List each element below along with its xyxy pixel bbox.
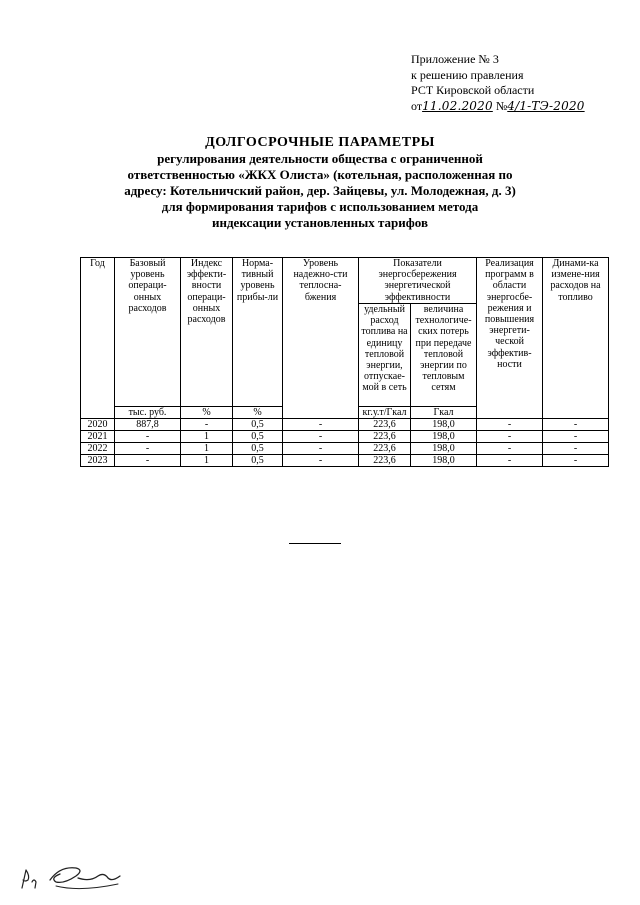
- unit-year: [81, 407, 115, 419]
- cell-fuel: 223,6: [359, 443, 411, 455]
- table-row: [81, 419, 609, 431]
- document-title: ДОЛГОСРОЧНЫЕ ПАРАМЕТРЫ: [205, 135, 435, 150]
- cell-base: 887,8: [115, 419, 181, 431]
- heading-line-3: адресу: Котельничский район, дер. Зайцевы, ул. Молодежная, д. 3): [124, 183, 516, 198]
- cell-reliability: -: [283, 455, 359, 467]
- header-reliability: Уровень надежно-сти теплосна-бжения: [283, 258, 359, 407]
- cell-losses: 198,0: [411, 419, 477, 431]
- attachment-block: [411, 52, 585, 114]
- decision-date: 11.02.2020: [422, 98, 493, 113]
- cell-profit: 0,5: [233, 455, 283, 467]
- header-index: Индекс эффекти-вности операци-онных расходов: [181, 258, 233, 407]
- unit-base: тыс. руб.: [115, 407, 181, 419]
- attachment-line-1: Приложение № 3: [411, 52, 499, 66]
- unit-losses: Гкал: [411, 407, 477, 419]
- cell-year: 2023: [81, 455, 115, 467]
- attachment-line-4: [411, 99, 585, 115]
- cell-dynamics: -: [543, 419, 609, 431]
- header-profit: Норма-тивный уровень прибы-ли: [233, 258, 283, 407]
- unit-profit: %: [233, 407, 283, 419]
- cell-dynamics: -: [543, 443, 609, 455]
- number-label: №: [495, 98, 508, 113]
- cell-reliability: -: [283, 443, 359, 455]
- unit-index: %: [181, 407, 233, 419]
- attachment-line-3: РСТ Кировской области: [411, 83, 535, 97]
- cell-year: 2022: [81, 443, 115, 455]
- cell-losses: 198,0: [411, 431, 477, 443]
- header-losses: величина технологиче-ских потерь при передаче тепловой энергии по тепловым сетям: [411, 304, 477, 407]
- header-fuel: удельный расход топлива на единицу тепловой энергии, отпускае-мой в сеть: [359, 304, 411, 407]
- cell-base: -: [115, 443, 181, 455]
- attachment-line-2: к решению правления: [411, 67, 524, 82]
- heading-line-1: регулирования деятельности общества с ограниченной: [157, 151, 483, 166]
- parameters-table: [80, 257, 609, 467]
- cell-index: 1: [181, 431, 233, 443]
- decision-number: 4/1-ТЭ-2020: [507, 98, 585, 113]
- header-year: Год: [81, 258, 115, 407]
- from-label: от: [411, 98, 423, 113]
- cell-index: 1: [181, 455, 233, 467]
- cell-fuel: 223,6: [359, 455, 411, 467]
- cell-fuel: 223,6: [359, 431, 411, 443]
- unit-programs: [477, 407, 543, 419]
- cell-profit: 0,5: [233, 443, 283, 455]
- cell-programs: -: [477, 431, 543, 443]
- cell-year: 2020: [81, 419, 115, 431]
- cell-reliability: -: [283, 419, 359, 431]
- cell-programs: -: [477, 443, 543, 455]
- cell-dynamics: -: [543, 455, 609, 467]
- cell-profit: 0,5: [233, 431, 283, 443]
- table-row: [81, 431, 609, 443]
- heading-line-5: индексации установленных тарифов: [212, 215, 428, 230]
- cell-fuel: 223,6: [359, 419, 411, 431]
- header-row-1: [81, 258, 609, 304]
- cell-losses: 198,0: [411, 443, 477, 455]
- cell-dynamics: -: [543, 431, 609, 443]
- closing-separator-line: [289, 543, 341, 544]
- table-row: [81, 443, 609, 455]
- document-heading: [0, 135, 640, 231]
- cell-losses: 198,0: [411, 455, 477, 467]
- header-programs: Реализация программ в области энергосбе-режения и повышения энергети-ческой эффектив-ности: [477, 258, 543, 407]
- handwritten-signature: [20, 862, 130, 896]
- unit-dynamics: [543, 407, 609, 419]
- heading-line-2: ответственностью «ЖКХ Олиста» (котельная, расположенная по: [127, 167, 513, 182]
- cell-index: -: [181, 419, 233, 431]
- header-base: Базовый уровень операци-онных расходов: [115, 258, 181, 407]
- table-row: [81, 455, 609, 467]
- cell-programs: -: [477, 455, 543, 467]
- cell-programs: -: [477, 419, 543, 431]
- cell-base: -: [115, 431, 181, 443]
- cell-index: 1: [181, 443, 233, 455]
- cell-base: -: [115, 455, 181, 467]
- unit-reliability: [283, 407, 359, 419]
- units-row: [81, 407, 609, 419]
- header-energy-group: Показатели энергосбережения энергетической эффективности: [359, 258, 477, 304]
- cell-year: 2021: [81, 431, 115, 443]
- heading-line-4: для формирования тарифов с использованием метода: [161, 199, 479, 214]
- header-dynamics: Динами-ка измене-ния расходов на топливо: [543, 258, 609, 407]
- unit-fuel: кг.у.т/Гкал: [359, 407, 411, 419]
- cell-profit: 0,5: [233, 419, 283, 431]
- cell-reliability: -: [283, 431, 359, 443]
